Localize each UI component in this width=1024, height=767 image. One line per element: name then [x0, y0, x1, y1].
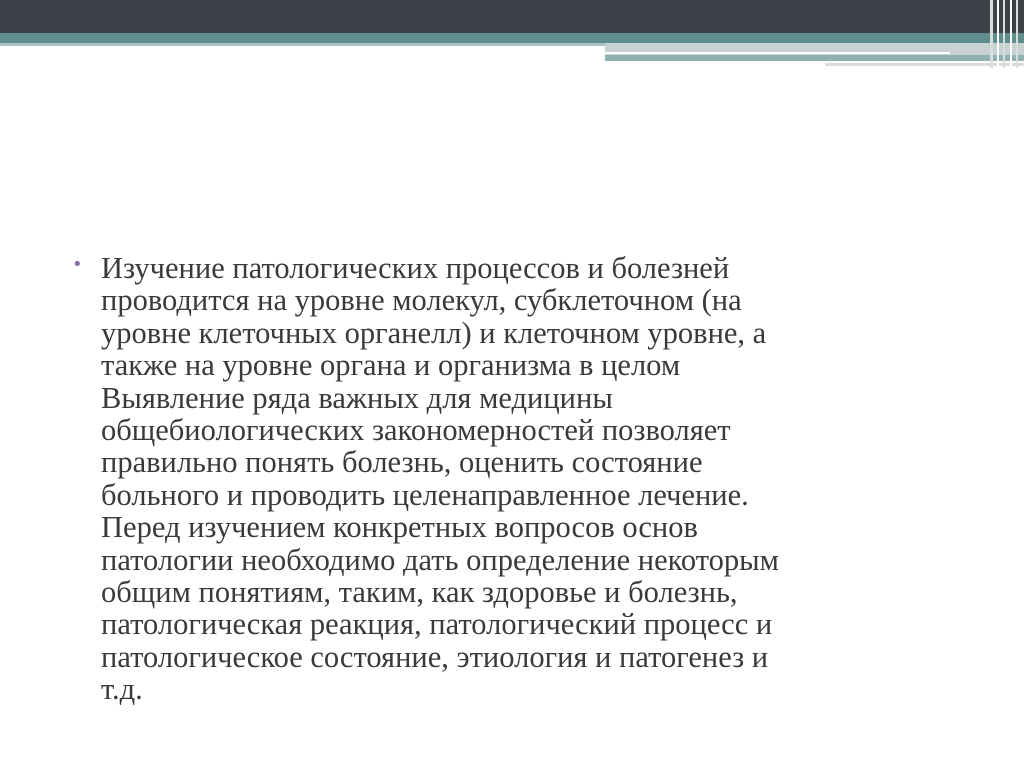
text-line: патологическое состояние, этиология и патогенез и	[101, 639, 769, 674]
header-band-teal-secondary	[605, 55, 1024, 61]
header-vertical-stripe	[990, 0, 993, 68]
header-band-white-line	[605, 52, 950, 54]
text-line: Выявление ряда важных для медицины	[101, 380, 613, 415]
text-line: патологическая реакция, патологический процесс и	[101, 607, 773, 642]
bullet-text	[101, 252, 952, 706]
text-line: Изучение патологических процессов и болезней	[101, 251, 730, 285]
text-line: общим понятиям, таким, как здоровье и болезнь,	[101, 575, 738, 610]
bullet-icon: •	[72, 254, 83, 275]
text-line: правильно понять болезнь, оценить состояние	[101, 445, 703, 480]
text-line: уровне клеточных органелл) и клеточном уровне, а	[101, 315, 767, 350]
text-line: также на уровне органа и организма в целом	[101, 348, 681, 383]
text-line: т.д.	[101, 672, 143, 707]
header-vertical-stripe	[1016, 0, 1018, 68]
header-band-teal	[0, 33, 1024, 43]
text-line: проводится на уровне молекул, субклеточном (на	[101, 283, 742, 318]
header-band-teal-light	[0, 43, 605, 46]
header-vertical-stripe	[1010, 0, 1012, 68]
slide-body	[72, 252, 952, 706]
text-line: больного и проводить целенаправленное лечение.	[101, 477, 749, 512]
header-band-dark	[0, 0, 1024, 33]
text-line: Перед изучением конкретных вопросов основ	[101, 510, 698, 545]
text-line: общебиологических закономерностей позволяет	[101, 413, 731, 448]
text-line: патологии необходимо дать определение некоторым	[101, 542, 779, 577]
header-band-gray-line	[825, 63, 1024, 66]
bullet-item	[72, 252, 952, 706]
header-vertical-stripe	[1003, 0, 1005, 68]
header-vertical-stripe	[997, 0, 999, 68]
